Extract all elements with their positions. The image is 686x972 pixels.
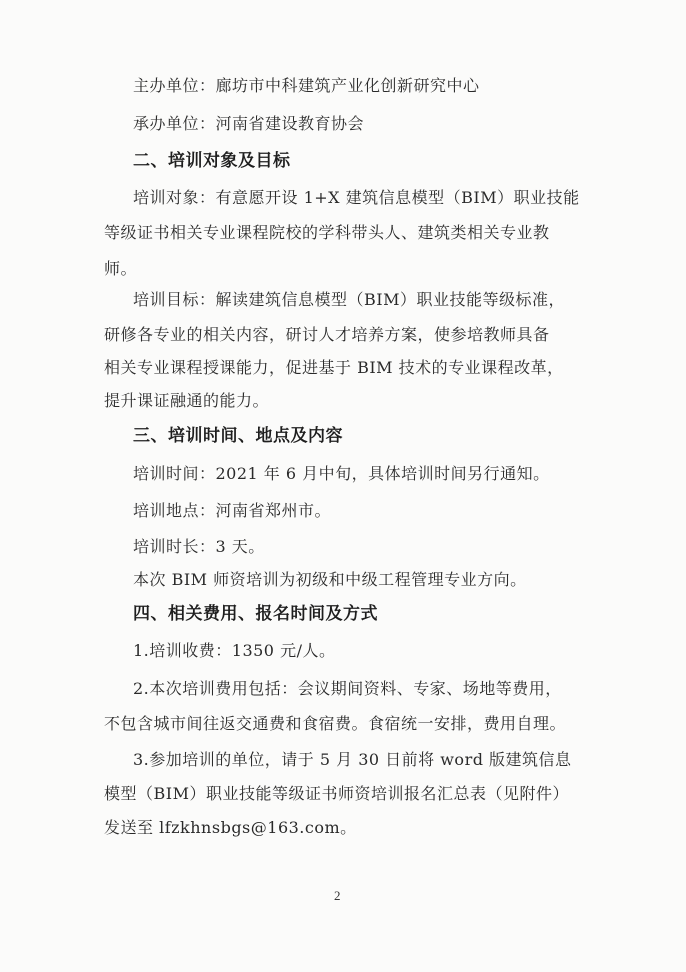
section-heading-4: 四、相关费用、报名时间及方式 bbox=[133, 604, 378, 624]
paragraph-line: 等级证书相关专业课程院校的学科带头人、建筑类相关专业教 bbox=[104, 223, 550, 242]
section-heading-3: 三、培训时间、地点及内容 bbox=[133, 426, 343, 446]
paragraph-line: 培训目标：解读建筑信息模型（BIM）职业技能等级标准， bbox=[133, 290, 565, 309]
page-number: 2 bbox=[334, 888, 341, 903]
paragraph-line: 发送至 lfzkhnsbgs@163.com。 bbox=[104, 818, 357, 837]
organizer-line: 主办单位：廊坊市中科建筑产业化创新研究中心 bbox=[133, 76, 480, 95]
paragraph-line: 2.本次培训费用包括：会议期间资料、专家、场地等费用， bbox=[133, 679, 562, 698]
paragraph-line: 模型（BIM）职业技能等级证书师资培训报名汇总表（见附件） bbox=[104, 784, 569, 803]
paragraph-line: 培训时长：3 天。 bbox=[133, 537, 265, 556]
paragraph-line: 3.参加培训的单位，请于 5 月 30 日前将 word 版建筑信息 bbox=[133, 750, 572, 769]
paragraph-line: 不包含城市间往返交通费和食宿费。食宿统一安排，费用自理。 bbox=[104, 714, 567, 733]
paragraph-line: 研修各专业的相关内容，研讨人才培养方案，使参培教师具备 bbox=[104, 325, 550, 344]
paragraph-line: 师。 bbox=[104, 259, 138, 278]
section-heading-2: 二、培训对象及目标 bbox=[133, 151, 291, 171]
paragraph-line: 1.培训收费：1350 元/人。 bbox=[133, 641, 336, 660]
paragraph-line: 相关专业课程授课能力，促进基于 BIM 技术的专业课程改革， bbox=[104, 358, 564, 377]
co-organizer-line: 承办单位：河南省建设教育协会 bbox=[133, 114, 365, 133]
paragraph-line: 提升课证融通的能力。 bbox=[104, 391, 270, 410]
paragraph-line: 本次 BIM 师资培训为初级和中级工程管理专业方向。 bbox=[133, 570, 527, 589]
paragraph-line: 培训地点：河南省郑州市。 bbox=[133, 501, 332, 520]
paragraph-line: 培训时间：2021 年 6 月中旬，具体培训时间另行通知。 bbox=[133, 464, 550, 483]
paragraph-line: 培训对象：有意愿开设 1+X 建筑信息模型（BIM）职业技能 bbox=[133, 188, 580, 207]
